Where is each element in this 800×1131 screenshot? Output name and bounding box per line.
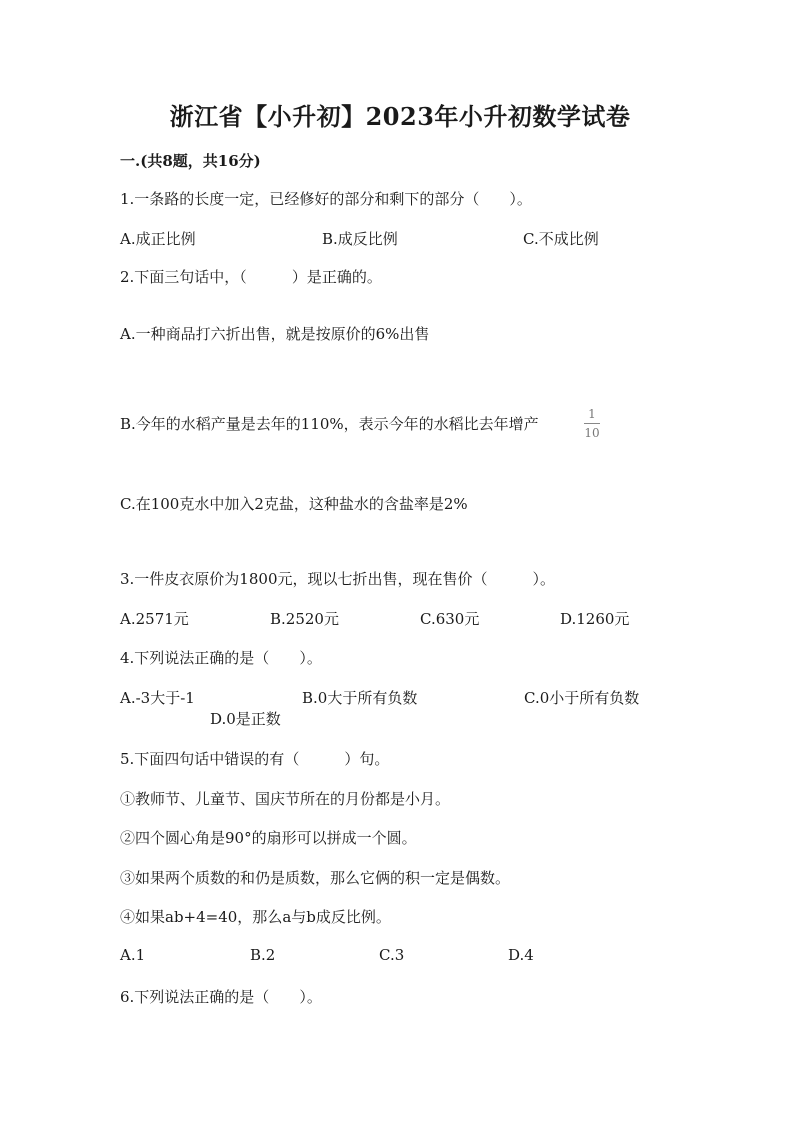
question-5-option-d: D.4 [508, 946, 534, 964]
question-4-option-b: B.0大于所有负数 [302, 689, 418, 707]
question-3-option-b: B.2520元 [270, 610, 339, 628]
question-5-option-c: C.3 [379, 946, 405, 964]
page-title: 浙江省【小升初】2023年小升初数学试卷 [169, 102, 631, 131]
question-1-option-a: A.成正比例 [120, 230, 196, 248]
question-1-option-c: C.不成比例 [523, 230, 599, 248]
fraction-numerator: 1 [588, 407, 596, 421]
question-5-option-b: B.2 [250, 946, 276, 964]
question-5-stem: 5.下面四句话中错误的有（ ）句。 [120, 750, 390, 768]
fraction-denominator: 10 [584, 426, 600, 440]
question-2-option-c: C.在100克水中加入2克盐，这种盐水的含盐率是2% [120, 495, 468, 513]
question-2-option-b-fraction [584, 407, 600, 440]
section-heading: 一.(共8题，共16分) [120, 152, 261, 170]
question-5-statement-3: ③如果两个质数的和仍是质数，那么它俩的积一定是偶数。 [120, 869, 511, 887]
question-2-option-b: B.今年的水稻产量是去年的110%，表示今年的水稻比去年增产 [120, 415, 539, 433]
question-4-stem: 4.下列说法正确的是（ ）。 [120, 649, 322, 667]
question-1-stem: 1.一条路的长度一定，已经修好的部分和剩下的部分（ ）。 [120, 190, 532, 208]
question-2-option-a: A.一种商品打六折出售，就是按原价的6%出售 [120, 325, 430, 343]
question-6-stem: 6.下列说法正确的是（ ）。 [120, 988, 322, 1006]
fraction-bar [584, 423, 600, 424]
question-5-statement-1: ①教师节、儿童节、国庆节所在的月份都是小月。 [120, 790, 451, 808]
question-5-statement-4: ④如果ab+4=40，那么a与b成反比例。 [120, 908, 391, 926]
question-4-option-a: A.-3大于-1 [120, 689, 195, 707]
question-1-option-b: B.成反比例 [322, 230, 398, 248]
question-4-option-c: C.0小于所有负数 [524, 689, 640, 707]
question-3-option-d: D.1260元 [560, 610, 630, 628]
question-5-statement-2: ②四个圆心角是90°的扇形可以拼成一个圆。 [120, 829, 417, 847]
question-3-stem: 3.一件皮衣原价为1800元，现以七折出售，现在售价（ ）。 [120, 570, 555, 588]
question-2-stem: 2.下面三句话中，（ ）是正确的。 [120, 268, 382, 286]
question-3-option-a: A.2571元 [120, 610, 189, 628]
question-4-option-d: D.0是正数 [210, 710, 281, 728]
question-5-option-a: A.1 [120, 946, 146, 964]
question-3-option-c: C.630元 [420, 610, 480, 628]
